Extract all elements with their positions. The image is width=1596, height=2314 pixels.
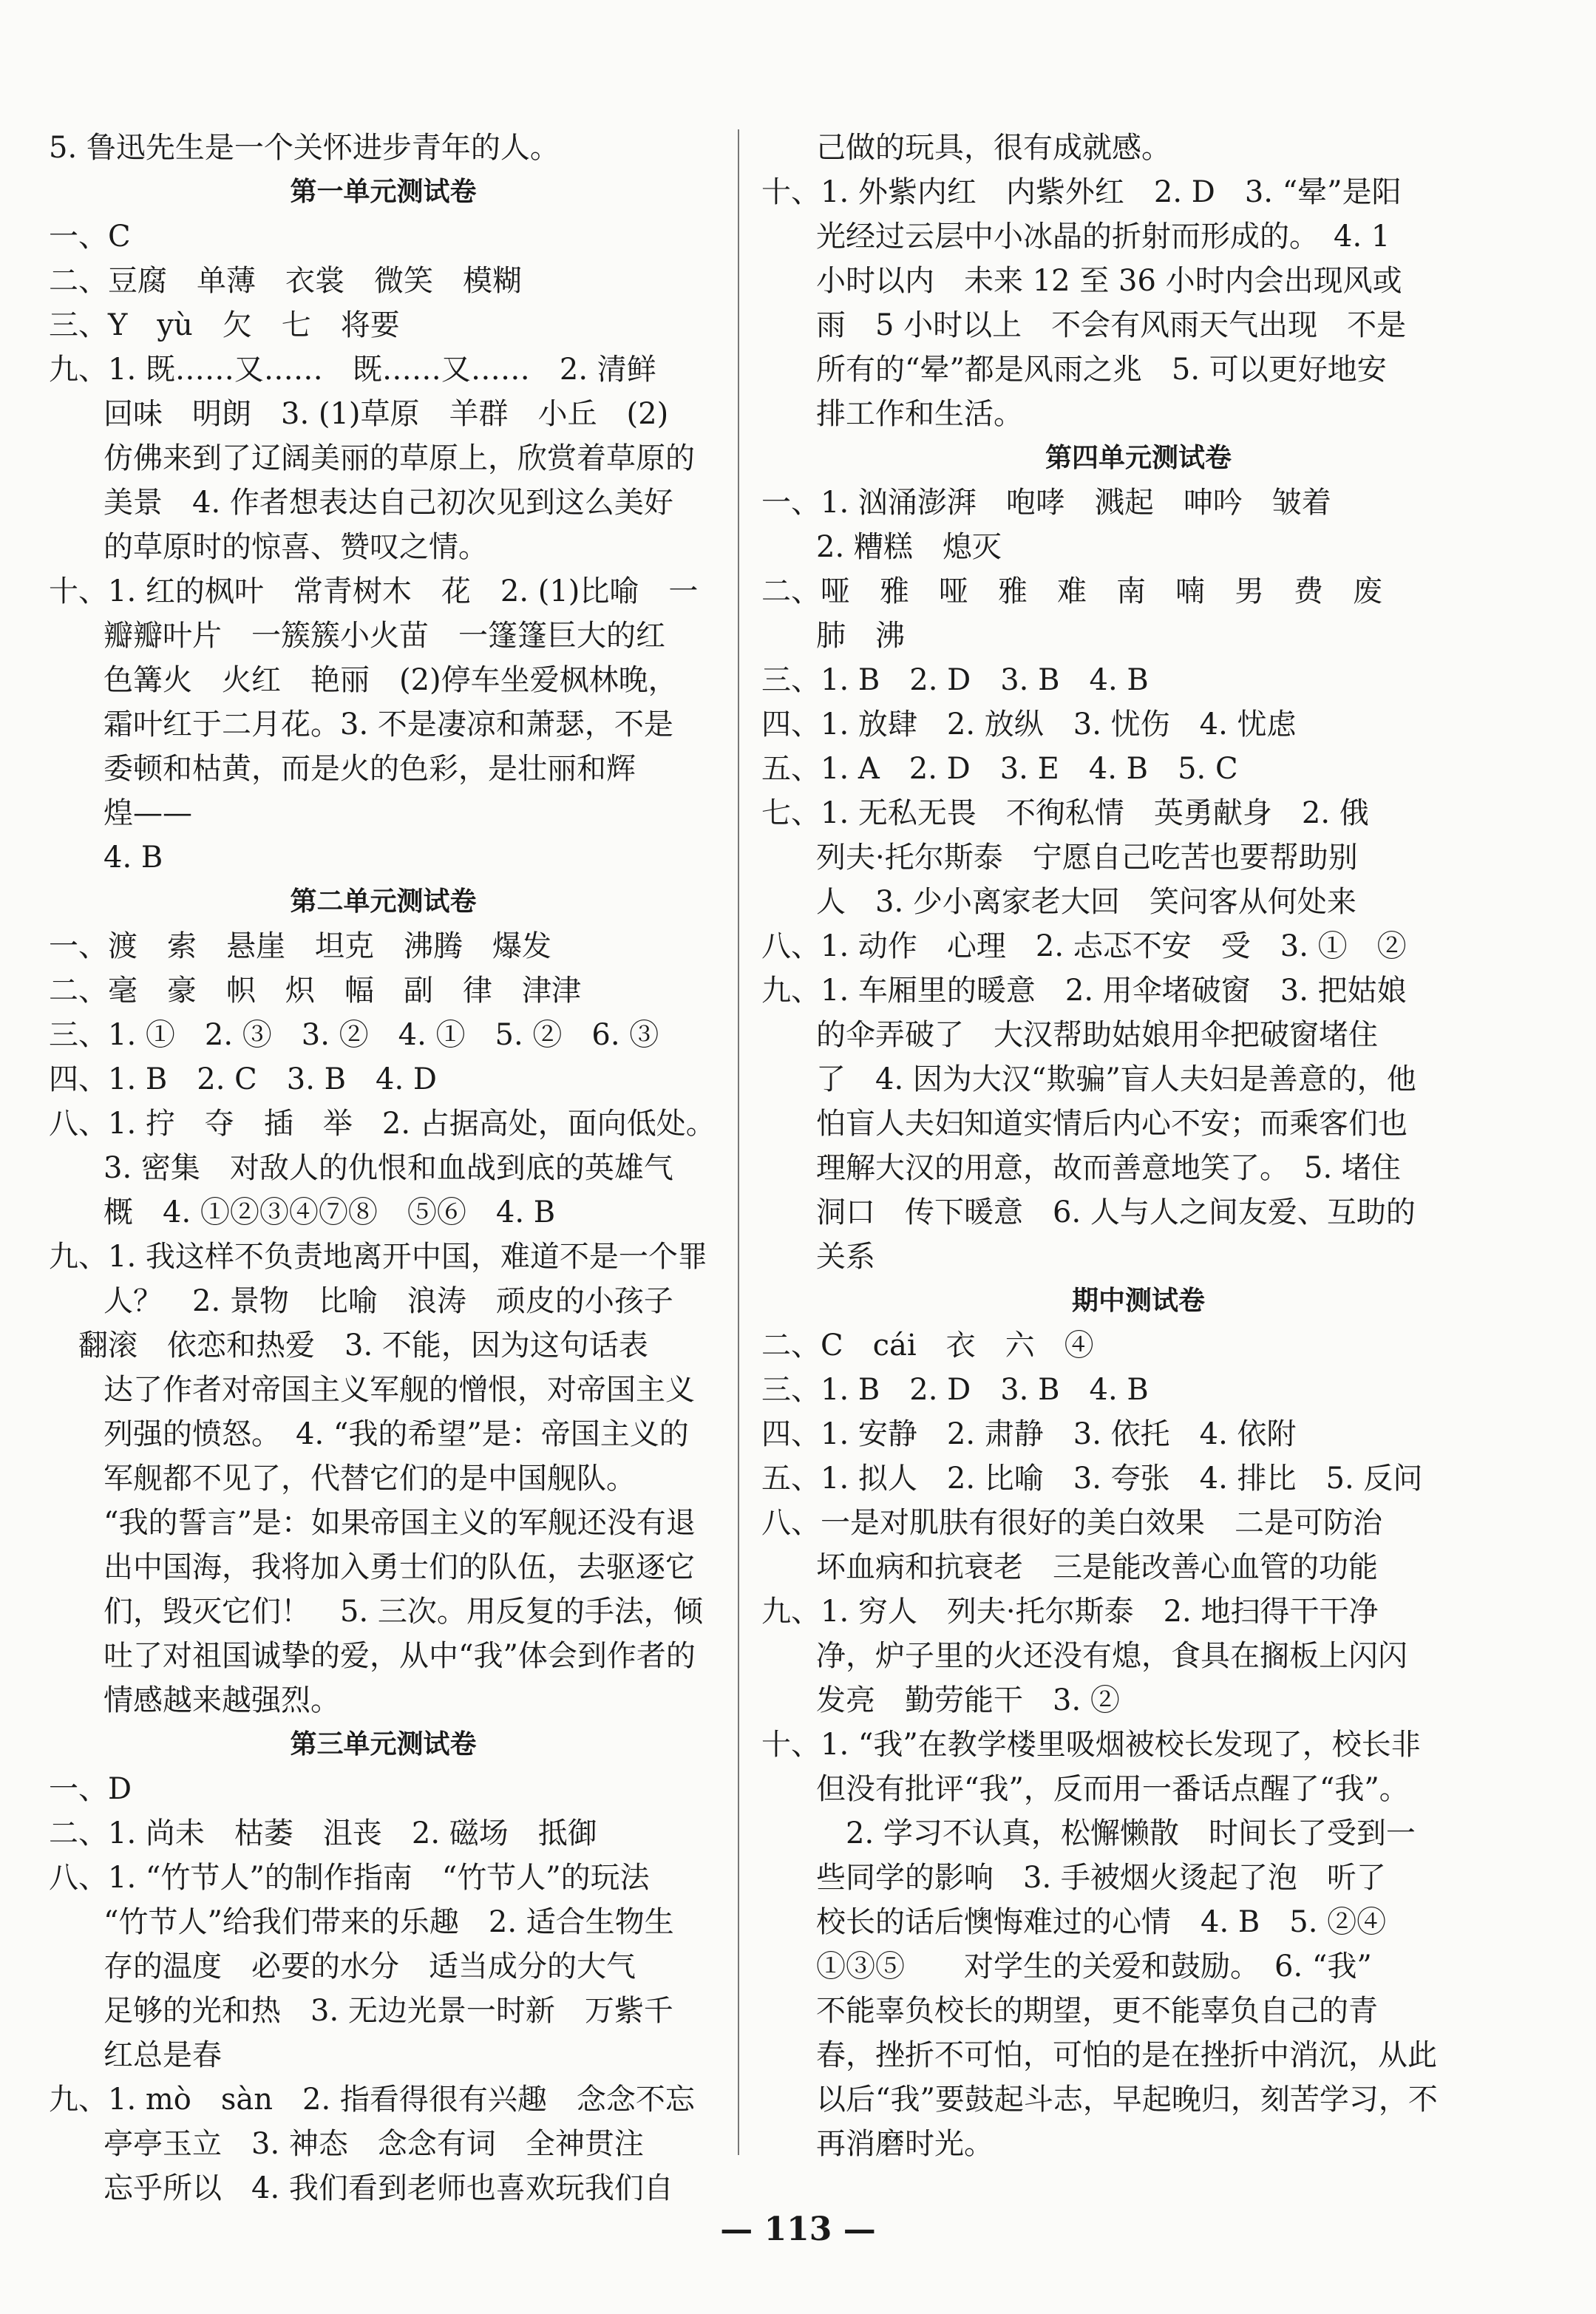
answer-line: 净，炉子里的火还没有熄，食具在搁板上闪闪 [816, 1639, 1407, 1673]
answer-line: 二、C cái 衣 六 ④ [761, 1329, 1094, 1363]
answer-line: 列强的愤怒。 4. “我的希望”是：帝国主义的 [103, 1417, 689, 1451]
answer-line: 但没有批评“我”，反而用一番话点醒了“我”。 [816, 1772, 1409, 1806]
right-column [761, 126, 1515, 2166]
answer-line: 十、1. 红的枫叶 常青树木 花 2. (1)比喻 一 [49, 574, 699, 608]
answer-line: 回味 明朗 3. (1)草原 羊群 小丘 (2) [103, 397, 669, 431]
answer-line: 关系 [816, 1240, 875, 1274]
answer-line: “我的誓言”是：如果帝国主义的军舰还没有退 [103, 1506, 696, 1540]
answer-line: 三、1. B 2. D 3. B 4. B [761, 663, 1149, 697]
answer-line: 些同学的影响 3. 手被烟火烫起了泡 听了 [816, 1861, 1386, 1895]
answer-line: 九、1. 既……又…… 既……又…… 2. 清鲜 [49, 353, 656, 387]
answer-line: 肺 沸 [816, 619, 905, 653]
answer-line: 四、1. 放肆 2. 放纵 3. 忧伤 4. 忧虑 [761, 708, 1297, 742]
answer-line: 红总是春 [103, 2038, 222, 2072]
answer-line: 出中国海，我将加入勇士们的队伍，去驱逐它 [103, 1550, 695, 1584]
section-heading: 第一单元测试卷 [290, 177, 477, 207]
answer-line: 九、1. mò sàn 2. 指看得很有兴趣 念念不忘 [49, 2083, 695, 2117]
answer-line: 3. 密集 对敌人的仇恨和血战到底的英雄气 [103, 1151, 673, 1185]
answer-line: 四、1. 安静 2. 肃静 3. 依托 4. 依附 [761, 1417, 1297, 1451]
answer-line: 翻滚 依恋和热爱 3. 不能，因为这句话表 [78, 1329, 648, 1363]
answer-line: 校长的话后懊悔难过的心情 4. B 5. ②④ [816, 1905, 1387, 1939]
answer-line: 一、渡 索 悬崖 坦克 沸腾 爆发 [49, 929, 551, 963]
answer-line: 2. 糟糕 熄灭 [816, 530, 1002, 564]
answer-line: 发亮 勤劳能干 3. ② [816, 1683, 1120, 1717]
answer-line: 雨 5 小时以上 不会有风雨天气出现 不是 [816, 308, 1407, 342]
answer-line: 霜叶红于二月花。3. 不是凄凉和萧瑟，不是 [103, 708, 673, 742]
answer-line: 煌—— [103, 796, 192, 830]
answer-line: 三、Y yù 欠 七 将要 [49, 308, 400, 342]
answer-line: 八、1. 拧 夺 插 举 2. 占据高处，面向低处。 [49, 1107, 716, 1141]
answer-line: 亭亭玉立 3. 神态 念念有词 全神贯注 [103, 2127, 644, 2161]
answer-line: 存的温度 必要的水分 适当成分的大气 [103, 1950, 636, 1984]
answer-line: 吐了对祖国诚挚的爱，从中“我”体会到作者的 [103, 1639, 696, 1673]
answer-line: 忘乎所以 4. 我们看到老师也喜欢玩我们自 [103, 2171, 673, 2205]
answer-line: 足够的光和热 3. 无边光景一时新 万紫千 [103, 1994, 673, 2028]
answer-line: 不能辜负校长的期望，更不能辜负自己的青 [816, 1994, 1378, 2028]
answer-line: 三、1. B 2. D 3. B 4. B [761, 1373, 1149, 1407]
answer-line: 以后“我”要鼓起斗志，早起晚归，刻苦学习，不 [816, 2083, 1438, 2117]
answer-line: “竹节人”给我们带来的乐趣 2. 适合生物生 [103, 1905, 674, 1939]
answer-line: 二、哑 雅 哑 雅 难 南 喃 男 费 废 [761, 574, 1382, 608]
answer-line: 九、1. 我这样不负责地离开中国，难道不是一个罪 [49, 1240, 707, 1274]
answer-line: 仿佛来到了辽阔美丽的草原上，欣赏着草原的 [103, 441, 695, 475]
answer-line: 排工作和生活。 [816, 397, 1023, 431]
answer-line: 坏血病和抗衰老 三是能改善心血管的功能 [816, 1550, 1378, 1584]
answer-line: 情感越来越强烈。 [103, 1683, 340, 1717]
answer-line: 的草原时的惊喜、赞叹之情。 [103, 530, 488, 564]
answer-line: 了 4. 因为大汉“欺骗”盲人夫妇是善意的，他 [816, 1062, 1416, 1096]
left-column [49, 126, 718, 2210]
section-heading: 第三单元测试卷 [290, 1729, 477, 1760]
answer-line: 所有的“晕”都是风雨之兆 5. 可以更好地安 [816, 353, 1387, 387]
answer-line: 人？ 2. 景物 比喻 浪涛 顽皮的小孩子 [103, 1284, 673, 1318]
column-divider [738, 129, 739, 2155]
answer-line: 军舰都不见了，代替它们的是中国舰队。 [103, 1462, 636, 1496]
answer-line: 八、1. 动作 心理 2. 忐忑不安 受 3. ① ② [761, 929, 1407, 963]
answer-line: 一、C [49, 220, 131, 254]
answer-line: 春，挫折不可怕，可怕的是在挫折中消沉，从此 [816, 2038, 1437, 2072]
answer-line: 二、1. 尚未 枯萎 沮丧 2. 磁场 抵御 [49, 1816, 597, 1850]
answer-line: 的伞弄破了 大汉帮助姑娘用伞把破窗堵住 [816, 1018, 1378, 1052]
answer-line: 十、1. 外紫内红 内紫外红 2. D 3. “晕”是阳 [761, 175, 1402, 209]
answer-line: 一、1. 汹涌澎湃 咆哮 溅起 呻吟 皱着 [761, 486, 1331, 520]
page-number: — 113 — [720, 2210, 876, 2248]
answer-line: 五、1. 拟人 2. 比喻 3. 夸张 4. 排比 5. 反问 [761, 1462, 1423, 1496]
answer-line: 十、1. “我”在教学楼里吸烟被校长发现了，校长非 [761, 1728, 1421, 1762]
answer-line: ①③⑤ 对学生的关爱和鼓励。 6. “我” [816, 1950, 1372, 1984]
answer-line: 九、1. 穷人 列夫·托尔斯泰 2. 地扫得干干净 [761, 1595, 1379, 1629]
answer-line: 九、1. 车厢里的暖意 2. 用伞堵破窗 3. 把姑娘 [761, 974, 1407, 1008]
answer-line: 美景 4. 作者想表达自己初次见到这么美好 [103, 486, 673, 520]
answer-line: 洞口 传下暖意 6. 人与人之间友爱、互助的 [816, 1195, 1416, 1229]
answer-line: 三、1. ① 2. ③ 3. ② 4. ① 5. ② 6. ③ [49, 1018, 659, 1052]
answer-line: 怕盲人夫妇知道实情后内心不安；而乘客们也 [816, 1107, 1407, 1141]
answer-line: 色篝火 火红 艳丽 (2)停车坐爱枫林晚， [103, 663, 678, 697]
answer-line: 二、毫 豪 帜 炽 幅 副 律 津津 [49, 974, 581, 1008]
answer-line: 概 4. ①②③④⑦⑧ ⑤⑥ 4. B [103, 1195, 556, 1229]
answer-line: 小时以内 未来 12 至 36 小时内会出现风或 [816, 264, 1402, 298]
answer-line: 4. B [103, 841, 163, 875]
answer-line: 八、1. “竹节人”的制作指南 “竹节人”的玩法 [49, 1861, 650, 1895]
answer-line: 达了作者对帝国主义军舰的憎恨，对帝国主义 [103, 1373, 695, 1407]
section-heading: 第四单元测试卷 [1045, 443, 1232, 473]
answer-line: 一、D [49, 1772, 132, 1806]
answer-line: 们，毁灭它们！ 5. 三次。用反复的手法，倾 [103, 1595, 703, 1629]
answer-line: 五、1. A 2. D 3. E 4. B 5. C [761, 752, 1238, 786]
answer-line: 人 3. 少小离家老大回 笑问客从何处来 [816, 885, 1356, 919]
answer-line: 委顿和枯黄，而是火的色彩，是壮丽和辉 [103, 752, 636, 786]
answer-line: 5. 鲁迅先生是一个关怀进步青年的人。 [49, 131, 560, 165]
answer-line: 七、1. 无私无畏 不徇私情 英勇献身 2. 俄 [761, 796, 1369, 830]
answer-line: 列夫·托尔斯泰 宁愿自己吃苦也要帮助别 [816, 841, 1358, 875]
answer-line: 光经过云层中小冰晶的折射而形成的。 4. 1 [816, 220, 1390, 254]
answer-line: 八、一是对肌肤有很好的美白效果 二是可防治 [761, 1506, 1382, 1540]
answer-line: 再消磨时光。 [816, 2127, 994, 2161]
answer-line: 瓣瓣叶片 一簇簇小火苗 一篷篷巨大的红 [103, 619, 665, 653]
answer-line: 四、1. B 2. C 3. B 4. D [49, 1062, 437, 1096]
section-heading: 期中测试卷 [1071, 1286, 1205, 1316]
answer-line: 理解大汉的用意，故而善意地笑了。 5. 堵住 [816, 1151, 1401, 1185]
answer-line: 2. 学习不认真，松懈懒散 时间长了受到一 [816, 1816, 1416, 1850]
section-heading: 第二单元测试卷 [290, 886, 477, 917]
answer-line: 己做的玩具，很有成就感。 [816, 131, 1171, 165]
answer-line: 二、豆腐 单薄 衣裳 微笑 模糊 [49, 264, 522, 298]
